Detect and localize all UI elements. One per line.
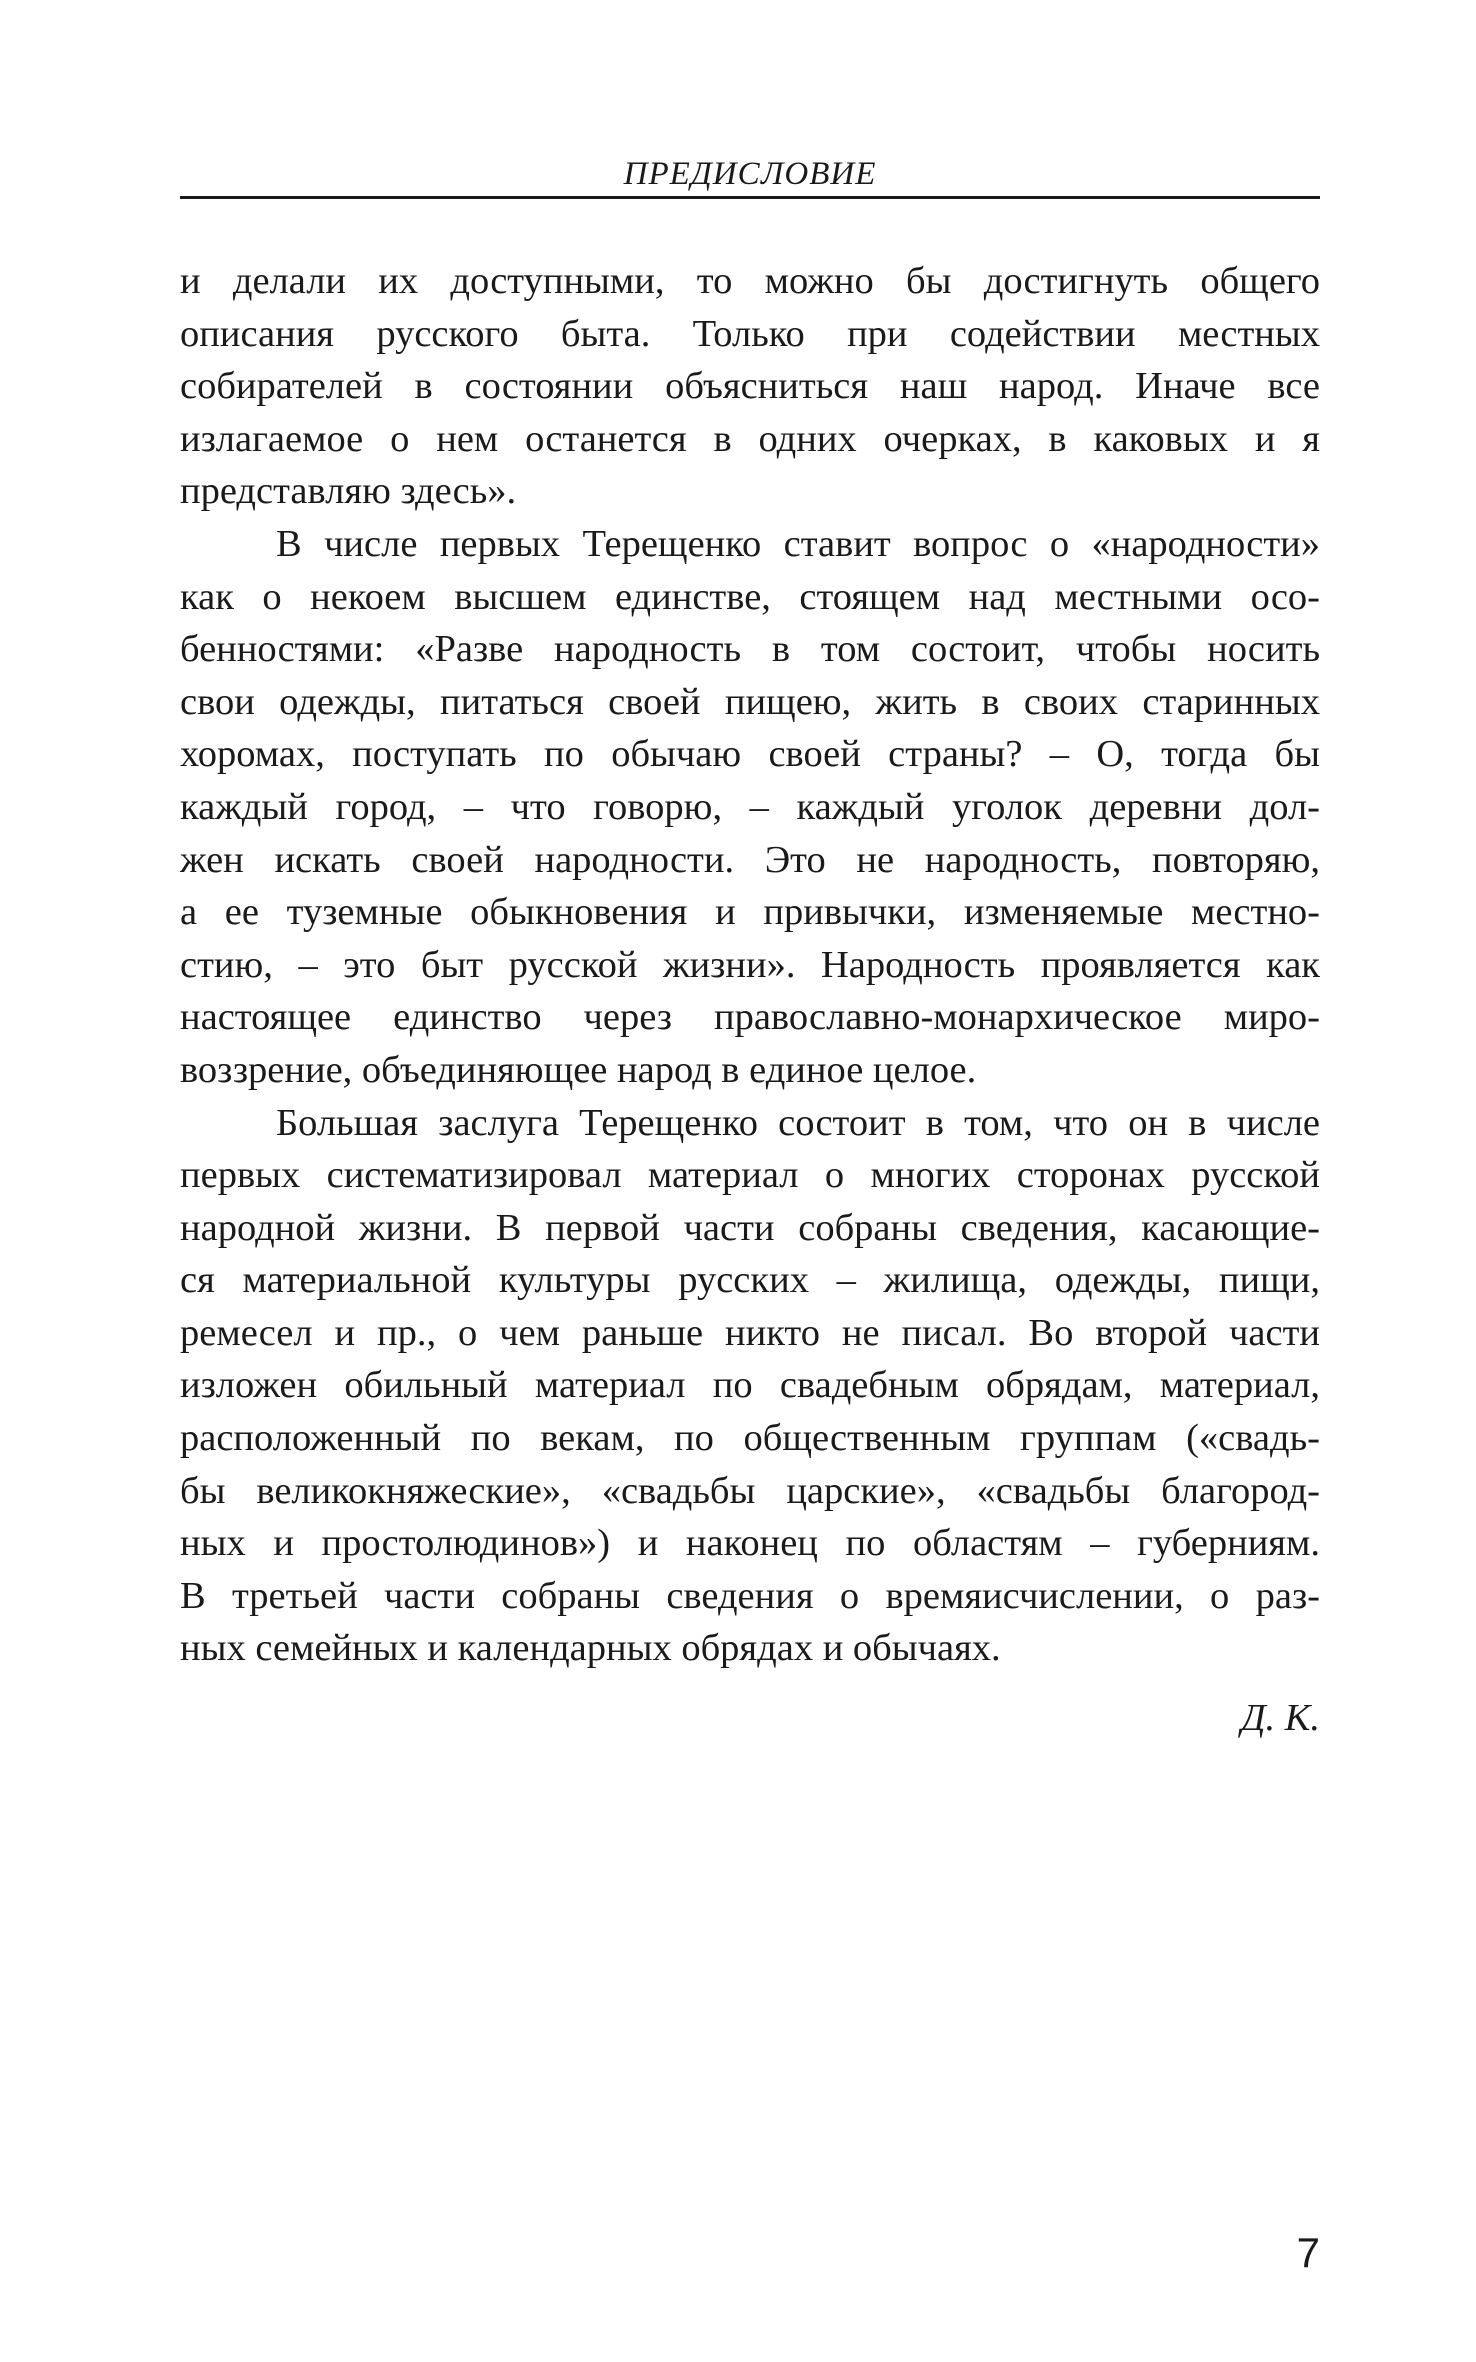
paragraph-3 <box>180 1097 1320 1676</box>
text-line: расположенный по векам, по общественным группам («свадь- <box>180 1417 1320 1460</box>
paragraph-2 <box>180 518 1320 1097</box>
text-line: В числе первых Терещенко ставит вопрос о «народности» <box>276 522 1320 565</box>
text-line: свои одежды, питаться своей пищею, жить в своих старинных <box>180 680 1320 723</box>
text-line: В третьей части собраны сведения о времяисчислении, о раз- <box>180 1574 1320 1617</box>
body-text <box>180 255 1320 1675</box>
author-signature: Д. К. <box>1241 1697 1320 1739</box>
text-line: жен искать своей народности. Это не народность, повторяю, <box>180 838 1320 881</box>
text-line: настоящее единство через православно-монархическое миро- <box>180 996 1320 1039</box>
text-line: представляю здесь». <box>180 470 517 513</box>
text-line: изложен обильный материал по свадебным обрядам, материал, <box>180 1364 1320 1407</box>
text-line: и делали их доступными, то можно бы достигнуть общего <box>180 260 1320 302</box>
text-line: первых систематизировал материал о многих сторонах русской <box>180 1154 1320 1197</box>
text-line: бенностями: «Разве народность в том состоит, чтобы носить <box>180 628 1320 671</box>
text-line: бы великокняжеские», «свадьбы царские», «свадьбы благород- <box>180 1469 1320 1512</box>
text-line: Большая заслуга Терещенко состоит в том, что он в числе <box>276 1101 1320 1144</box>
text-line: хоромах, поступать по обычаю своей страны? – О, тогда бы <box>180 733 1320 776</box>
text-line: собирателей в состоянии объясниться наш народ. Иначе все <box>180 365 1320 408</box>
text-line: как о некоем высшем единстве, стоящем над местными осо- <box>180 575 1320 618</box>
text-line: ных и простолюдинов») и наконец по областям – губерниям. <box>180 1522 1320 1565</box>
text-line: народной жизни. В первой части собраны сведения, касающие- <box>180 1206 1320 1249</box>
text-line: описания русского быта. Только при содействии местных <box>180 312 1320 355</box>
text-line: ных семейных и календарных обрядах и обычаях. <box>180 1627 1001 1670</box>
running-head: ПРЕДИСЛОВИЕ <box>623 156 877 192</box>
text-line: стию, – это быт русской жизни». Народность проявляется как <box>180 943 1320 986</box>
text-line: каждый город, – что говорю, – каждый уголок деревни дол- <box>180 785 1320 828</box>
header-rule <box>180 196 1320 199</box>
text-line: ся материальной культуры русских – жилища, одежды, пищи, <box>180 1259 1320 1302</box>
paragraph-1 <box>180 255 1320 518</box>
text-line: а ее туземные обыкновения и привычки, изменяемые местно- <box>180 891 1320 934</box>
page-number: 7 <box>1296 2229 1320 2276</box>
text-line: воззрение, объединяющее народ в единое целое. <box>180 1048 977 1091</box>
text-line: ремесел и пр., о чем раньше никто не писал. Во второй части <box>180 1311 1320 1354</box>
text-line: излагаемое о нем останется в одних очерках, в каковых и я <box>180 417 1320 460</box>
